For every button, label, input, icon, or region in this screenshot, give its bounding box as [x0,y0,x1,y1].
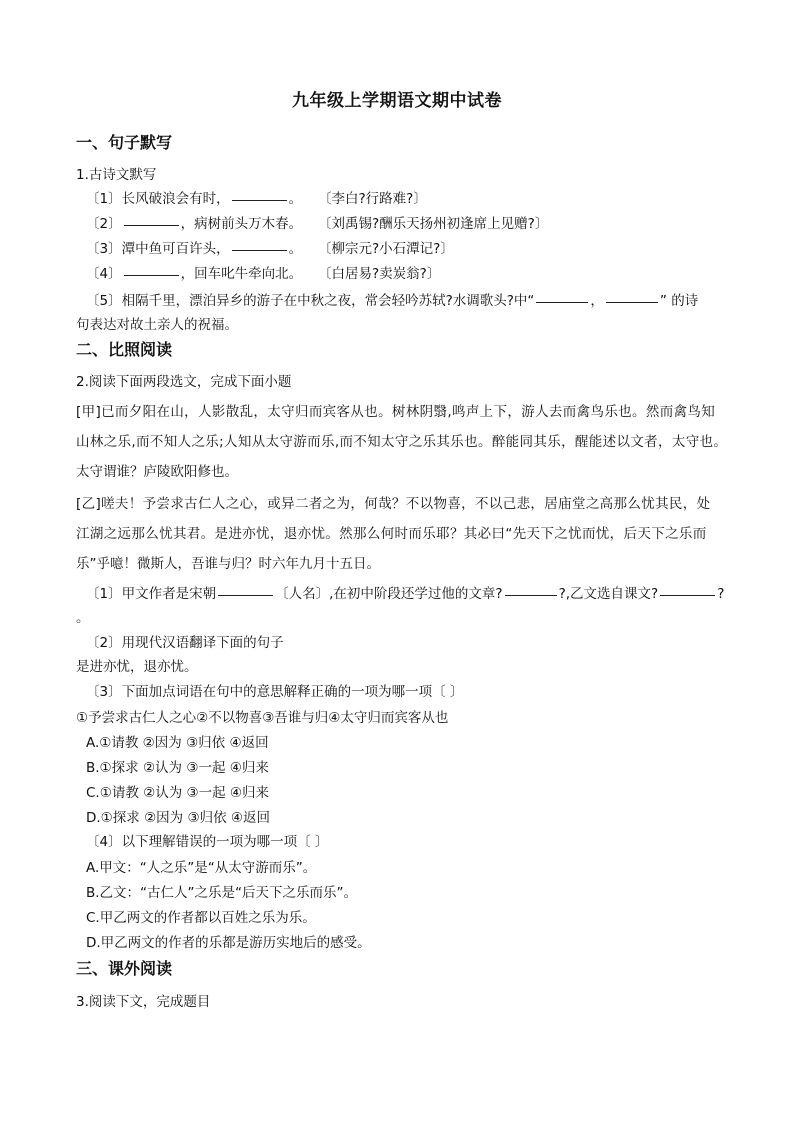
q1-line-5 [86,289,698,309]
q2-sub2: 〔2〕用现代汉语翻译下面的句子 [86,635,284,651]
q1-line-5-comma: ， [590,293,604,309]
answer-blank[interactable] [660,594,715,596]
q2-sub4-option-d[interactable]: D.甲乙两文的作者的乐都是游历实地后的感受。 [86,935,371,951]
q1-line-1-text: 〔1〕长风破浪会有时， [86,191,230,207]
q1-line-3-text: 〔3〕潭中鱼可百许头， [86,241,230,257]
q2-sub3-option-c[interactable]: C.①请教 ②认为 ③一起 ④归来 [86,785,270,801]
question-1-heading: 1.古诗文默写 [76,167,157,183]
q2-sub4-option-b[interactable]: B.乙文：“古仁人”之乐是“后天下之乐而乐”。 [86,885,358,901]
q1-line-4-source: 〔白居易?卖炭翁?〕 [318,266,441,282]
q2-sub1-text: 〔1〕甲文作者是宋朝 [86,586,217,602]
q2-sub1-period: 。 [76,610,90,626]
q1-line-3-end: 。 [288,241,303,257]
q1-line-4-end: ，回车叱牛牵向北。 [180,266,303,282]
passage-yi-line-3: 乐”乎噫！微斯人，吾谁与归？时六年九月十五日。 [76,556,380,572]
question-3-heading: 3.阅读下文，完成题目 [76,994,211,1010]
q1-line-1-source: 〔李白?行路难?〕 [318,191,427,207]
q2-sub3-option-a[interactable]: A.①请教 ②因为 ③归依 ④返回 [86,735,269,751]
section-heading-3: 三、课外阅读 [76,959,173,978]
q1-line-4-text: 〔4〕 [86,266,122,282]
q1-line-5-cont: 句表达对故土亲人的祝福。 [76,317,238,333]
q1-line-1 [86,187,302,207]
answer-blank[interactable] [536,301,588,303]
q1-line-2 [86,212,302,232]
q2-sub3-sentence: ①予尝求古仁人之心②不以物喜③吾谁与归④太守归而宾客从也 [76,710,449,726]
passage-yi-line-1: [乙]嗟夫！予尝求古仁人之心，或异二者之为，何哉？不以物喜，不以己悲，居庙堂之高那么忧其民，处 [76,496,711,512]
answer-blank[interactable] [232,249,287,251]
q1-line-2-source: 〔刘禹锡?酬乐天扬州初逢席上见赠?〕 [318,216,549,232]
question-2-heading: 2.阅读下面两段选文，完成下面小题 [76,374,292,390]
passage-yi-line-2: 江湖之远那么忧其君。是进亦忧，退亦忧。然那么何时而乐耶？其必曰“先天下之忧而忧，后天下之乐而 [76,526,707,542]
q2-sub1-text-2: 〔人名〕,在初中阶段还学过他的文章? [275,586,503,602]
q1-line-3-source: 〔柳宗元?小石潭记?〕 [318,241,454,257]
q1-line-2-end: ，病树前头万木春。 [180,216,303,232]
q2-sub1-text-3: ?,乙文选自课文? [558,586,659,602]
q2-sub2-sentence: 是进亦忧，退亦忧。 [76,659,198,675]
q2-sub3: 〔3〕下面加点词语在句中的意思解释正确的一项为哪一项〔 〕 [86,684,464,700]
q2-sub4: 〔4〕以下理解错误的一项为哪一项〔 〕 [86,834,329,850]
passage-jia-line-1: [甲]已而夕阳在山，人影散乱，太守归而宾客从也。树林阴翳,鸣声上下，游人去而禽鸟乐也。然而禽鸟知 [76,404,716,420]
passage-jia-line-3: 太守谓谁？庐陵欧阳修也。 [76,464,238,480]
answer-blank[interactable] [505,594,557,596]
q2-sub1-end: ? [717,586,725,602]
q1-line-5-text: 〔5〕相隔千里，漂泊异乡的游子在中秋之夜，常会轻吟苏轼?水调歌头?中“ [86,293,535,309]
page-title: 九年级上学期语文期中试卷 [292,91,502,111]
q1-line-3 [86,237,302,257]
section-heading-2: 二、比照阅读 [76,340,173,359]
q2-sub1 [86,582,724,602]
answer-blank[interactable] [606,301,658,303]
q1-line-2-text: 〔2〕 [86,216,122,232]
q2-sub3-option-d[interactable]: D.①探求 ②因为 ③归依 ④返回 [86,810,270,826]
q1-line-5-end: ” 的诗 [659,293,699,309]
q1-line-1-end: 。 [288,191,303,207]
answer-blank[interactable] [124,274,179,276]
section-heading-1: 一、句子默写 [76,133,173,152]
answer-blank[interactable] [218,594,273,596]
q1-line-4 [86,262,302,282]
q2-sub4-option-a[interactable]: A.甲文：“人之乐”是“从太守游而乐”。 [86,860,317,876]
passage-jia-line-2: 山林之乐,而不知人之乐;人知从太守游而乐,而不知太守之乐其乐也。醉能同其乐，醒能述以文者，太守也。 [76,434,728,450]
q2-sub3-option-b[interactable]: B.①探求 ②认为 ③一起 ④归来 [86,760,269,776]
q2-sub4-option-c[interactable]: C.甲乙两文的作者都以百姓之乐为乐。 [86,910,316,926]
answer-blank[interactable] [124,224,179,226]
answer-blank[interactable] [232,199,287,201]
